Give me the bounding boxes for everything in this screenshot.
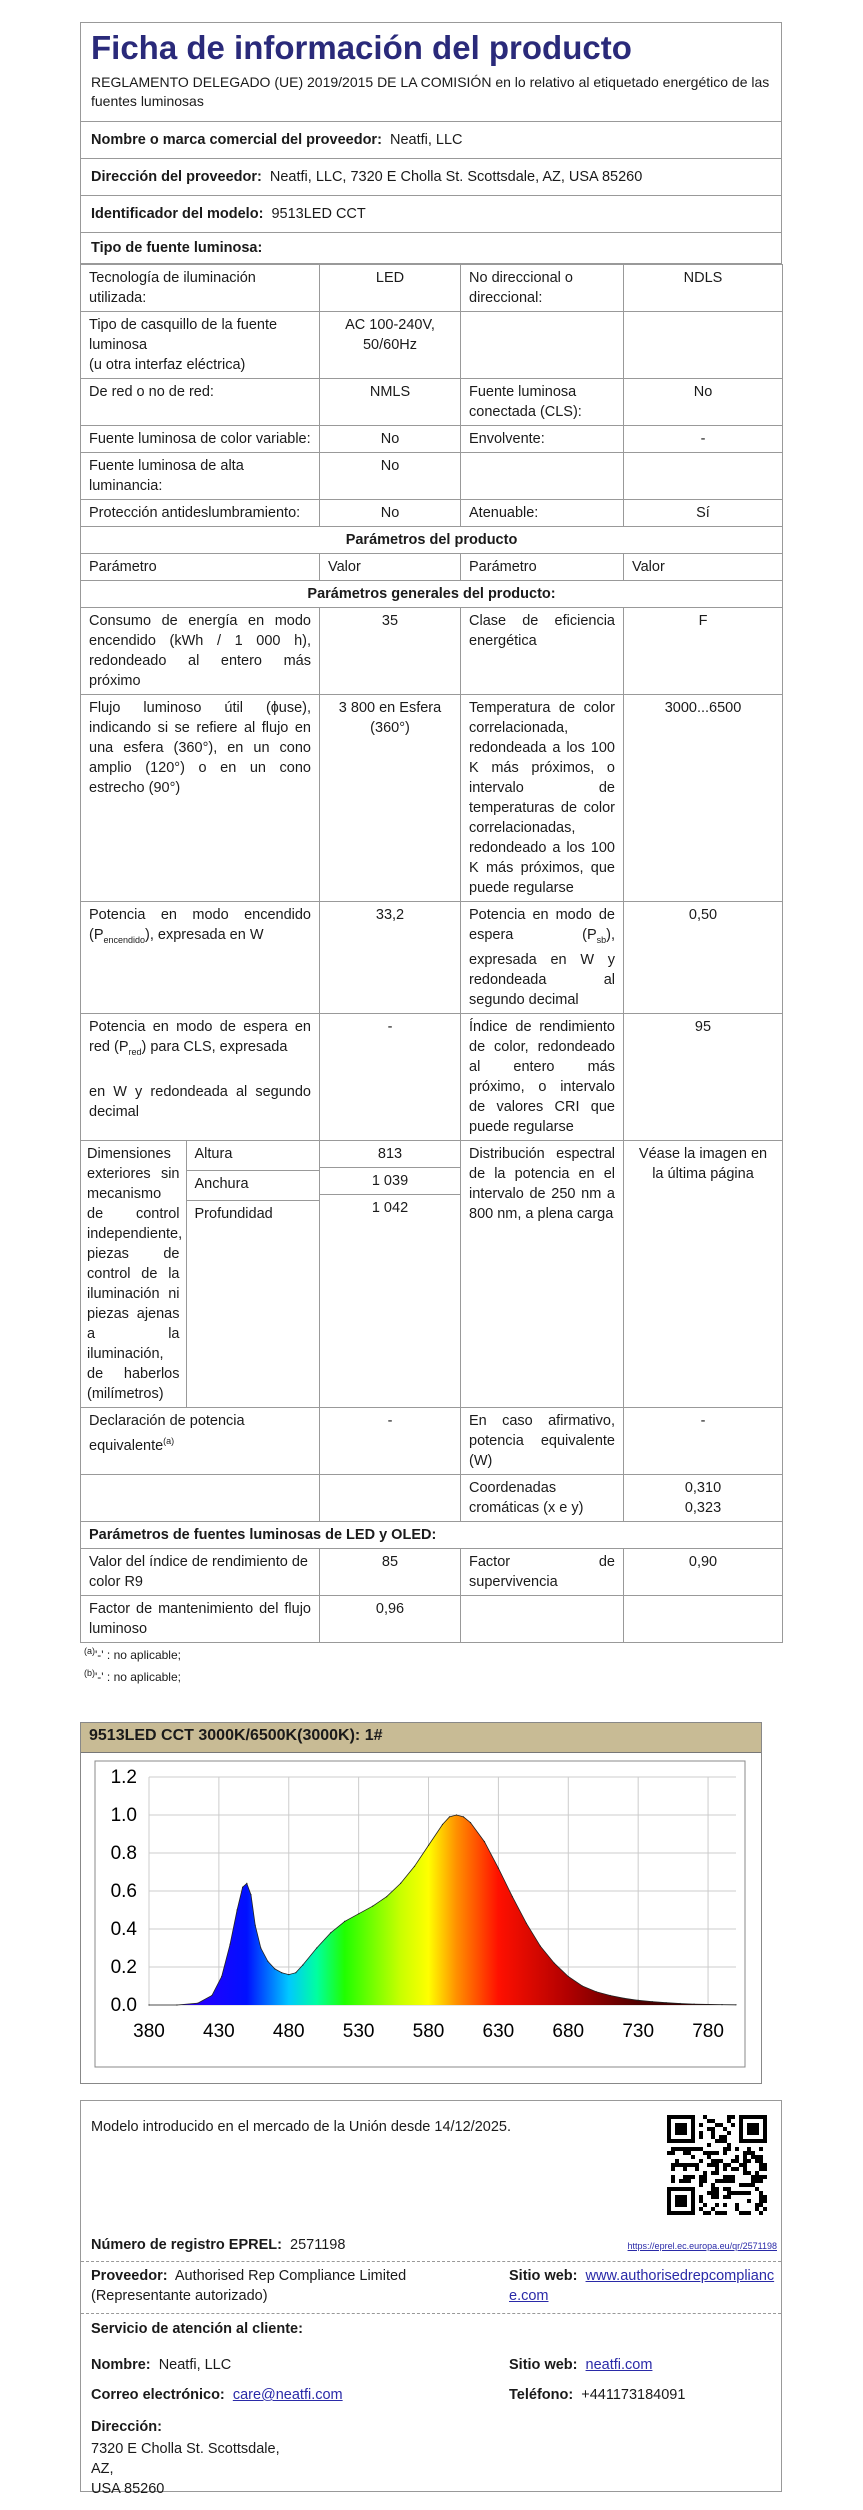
envelope-value: - [624, 426, 783, 453]
eprel-supplier-label: Proveedor: [91, 2268, 168, 2284]
product-info-sheet [80, 22, 782, 1687]
eprel-box [80, 2100, 782, 2497]
spectrum-point [281, 1972, 282, 1973]
standby-text-a: Potencia en modo de espera (P [469, 907, 615, 943]
footnote-b-text: '-' : no aplicable; [95, 1669, 181, 1684]
survival-value: 0,90 [624, 1548, 783, 1595]
col-param-1: Parámetro [81, 554, 320, 581]
spectrum-chart [80, 1722, 762, 2084]
net-standby-value: - [320, 1013, 461, 1140]
footnote-b-mark: (b) [84, 1667, 95, 1678]
table-row [81, 581, 783, 608]
service-web-row [509, 2357, 652, 2373]
spectrum-point [236, 1909, 237, 1910]
chroma-label: Coordenadas cromáticas (x e y) [461, 1474, 624, 1521]
eprel-web-label: Sitio web: [509, 2268, 578, 2284]
eprel-web-row [509, 2266, 775, 2306]
table-row [81, 500, 783, 527]
x-tick-label: 430 [203, 2021, 235, 2042]
spectrum-point [344, 1921, 345, 1922]
spectrum-point [638, 2000, 639, 2001]
spectrum-point [176, 2004, 177, 2005]
spectrum-point [246, 1883, 247, 1884]
y-tick-label: 1.0 [110, 1805, 137, 1826]
eprel-supplier-row [91, 2266, 496, 2306]
high-lum-label: Fuente luminosa de alta luminancia: [81, 453, 320, 500]
connected-label: Fuente luminosa conectada (CLS): [461, 379, 624, 426]
y-tick-label: 0.2 [110, 1957, 137, 1978]
dims-subtable [81, 1141, 319, 1407]
address-label: Dirección del proveedor: [91, 169, 262, 185]
addr-line-1: 7320 E Cholla St. Scottsdale, [91, 2441, 280, 2457]
x-tick-label: 730 [622, 2021, 655, 2042]
regulation-text: REGLAMENTO DELEGADO (UE) 2019/2015 DE LA COMISIÓN en lo relativo al etiquetado energético de las fuentes luminosas [91, 74, 770, 109]
email-label: Correo electrónico: [91, 2387, 225, 2403]
spectrum-point [554, 1963, 555, 1964]
spectrum-point [735, 2004, 736, 2005]
cri-value: 95 [624, 1013, 783, 1140]
class-label: Clase de eficiencia energética [461, 608, 624, 695]
spectrum-point [267, 1961, 268, 1962]
chart-title: 9513LED CCT 3000K/6500K(3000K): 1# [81, 1723, 761, 1753]
x-tick-label: 780 [692, 2021, 724, 2042]
colour-label: Fuente luminosa de color variable: [81, 426, 320, 453]
equiv-sup: (a) [163, 1435, 175, 1446]
addr-line-2: AZ, [91, 2461, 114, 2477]
spectrum-point [540, 1946, 541, 1947]
dimmable-label: Atenuable: [461, 500, 624, 527]
table-row [81, 695, 783, 902]
width-value: 1 039 [320, 1168, 460, 1195]
col-param-2: Parámetro [461, 554, 624, 581]
col-value-2: Valor [624, 554, 783, 581]
model-label: Identificador del modelo: [91, 206, 264, 222]
flux-label: Flujo luminoso útil (ɸuse), indicando si se refiere al flujo en una esfera (360°), en un cono amplio (120°) o en un cono estrecho (90°) [81, 695, 320, 902]
glare-label: Protección antideslumbramiento: [81, 500, 320, 527]
high-lum-value: No [320, 453, 461, 500]
table-row [81, 902, 783, 1014]
x-tick-label: 630 [482, 2021, 515, 2042]
email-link[interactable]: care@neatfi.com [232, 2387, 343, 2403]
spectrum-point [288, 1974, 289, 1975]
name-value: Neatfi, LLC [158, 2357, 232, 2373]
led-params-title: Parámetros de fuentes luminosas de LED y OLED: [81, 1521, 783, 1548]
spectrum-point [449, 1816, 450, 1817]
spd-label: Distribución espectral de la potencia en el intervalo de 250 nm a 800 nm, a plena carga [461, 1140, 624, 1407]
table-row [81, 1521, 783, 1548]
supplier-row [81, 121, 781, 158]
colour-value: No [320, 426, 461, 453]
market-text: Modelo introducido en el mercado de la Unión desde 14/12/2025. [91, 2119, 511, 2135]
y-tick-label: 1.2 [110, 1767, 137, 1788]
spectrum-point [255, 1925, 256, 1926]
table-row [81, 379, 783, 426]
energy-value: 35 [320, 608, 461, 695]
spectrum-point [484, 1841, 485, 1842]
equiv-value: - [320, 1407, 461, 1474]
empty-cell [624, 1595, 783, 1642]
eprel-web-link[interactable]: www.authorisedrepcompliance.com [509, 2268, 775, 2304]
address-value: Neatfi, LLC, 7320 E Cholla St. Scottsdale, AZ, USA 85260 [269, 169, 643, 185]
energy-label: Consumo de energía en modo encendido (kWh / 1 000 h), redondeado al entero más próximo [81, 608, 320, 695]
chroma-y: 0,323 [684, 1499, 722, 1516]
envelope-label: Envolvente: [461, 426, 624, 453]
service-email-row [91, 2387, 343, 2403]
spectrum-point [428, 1845, 429, 1846]
mains-label: De red o no de red: [81, 379, 320, 426]
header-box [80, 22, 782, 264]
dimmable-value: Sí [624, 500, 783, 527]
class-value: F [624, 608, 783, 695]
table-row [81, 1140, 783, 1407]
x-tick-label: 580 [412, 2021, 445, 2042]
cri-label: Índice de rendimiento de color, redondeado al entero más próximo, o intervalo de valores CRI que puede regularse [461, 1013, 624, 1140]
empty-cell [461, 453, 624, 500]
supplier-value: Neatfi, LLC [389, 132, 463, 148]
on-power-value: 33,2 [320, 902, 461, 1014]
depth-label: Profundidad [194, 1205, 273, 1222]
maint-value: 0,96 [320, 1595, 461, 1642]
table-row [81, 265, 783, 312]
eprel-reg-row [91, 2237, 345, 2253]
empty-cell [624, 312, 783, 379]
spectrum-point [582, 1985, 583, 1986]
cct-label: Temperatura de color correlacionada, redondeada a los 100 K más próximos, o intervalo de temperaturas de color correlacionadas, redondeado a los 100 K más próximos, que puede regularse [461, 695, 624, 902]
on-power-text-a: Potencia en modo encendido (P [89, 907, 311, 943]
height-label: Altura [186, 1141, 319, 1170]
spectrum-point [721, 2004, 722, 2005]
params-section-title: Parámetros del producto [81, 527, 783, 554]
addr-block [91, 2439, 280, 2499]
table-row [81, 1407, 783, 1474]
dims-values-cell [320, 1140, 461, 1407]
spectrum-point [624, 1998, 625, 1999]
y-tick-label: 0.0 [110, 1995, 137, 2016]
equiv-label-text: Declaración de potencia equivalente [89, 1412, 245, 1454]
addr-label: Dirección: [91, 2419, 162, 2435]
table-row [81, 1595, 783, 1642]
cap-cell [81, 312, 320, 379]
directional-label: No direccional o direccional: [461, 265, 624, 312]
equiv-w-label: En caso afirmativo, potencia equivalente (W) [461, 1407, 624, 1474]
source-type-label: Tipo de fuente luminosa: [91, 240, 263, 256]
dims-label: Dimensiones exteriores sin mecanismo de control independiente, piezas de control de la iluminación ni piezas ajenas a la iluminación, de haberlos (milímetros) [81, 1141, 186, 1407]
tech-label: Tecnología de iluminación utilizada: [81, 265, 320, 312]
spectrum-point [295, 1972, 296, 1973]
spectrum-point [229, 1944, 230, 1945]
spectrum-plot [81, 1753, 761, 2083]
spectrum-point [596, 1991, 597, 1992]
spectrum-point [414, 1866, 415, 1867]
service-title: Servicio de atención al cliente: [91, 2321, 303, 2337]
spectrum-point [442, 1824, 443, 1825]
table-row [81, 1474, 783, 1521]
equiv-label [81, 1407, 320, 1474]
footnote-a-text: '-' : no aplicable; [95, 1647, 181, 1662]
table-row [81, 426, 783, 453]
col-value-1: Valor [320, 554, 461, 581]
width-label: Anchura [186, 1170, 319, 1200]
reg-value: 2571198 [290, 2237, 346, 2253]
chroma-value [624, 1474, 783, 1521]
empty-cell [81, 1474, 320, 1521]
height-value: 813 [320, 1141, 460, 1168]
source-type-row [81, 232, 781, 263]
x-tick-label: 480 [272, 2021, 305, 2042]
spectrum-point [400, 1883, 401, 1884]
table-row [81, 312, 783, 379]
general-params-title: Parámetros generales del producto: [81, 581, 783, 608]
name-label: Nombre: [91, 2357, 151, 2373]
equiv-w-value: - [624, 1407, 783, 1474]
service-phone-row [509, 2387, 685, 2403]
spectrum-point [372, 1906, 373, 1907]
spectrum-point [302, 1965, 303, 1966]
service-name-row [91, 2357, 231, 2373]
source-type-table [80, 264, 783, 1643]
y-tick-label: 0.8 [110, 1843, 137, 1864]
standby-value: 0,50 [624, 902, 783, 1014]
table-row [81, 554, 783, 581]
spectrum-point [666, 2002, 667, 2003]
spd-value: Véase la imagen en la última página [624, 1140, 783, 1407]
model-value: 9513LED CCT [271, 206, 366, 222]
r9-label: Valor del índice de rendimiento de color R9 [81, 1548, 320, 1595]
on-power-text-b: ), expresada en W [145, 927, 264, 943]
spectrum-point [652, 2001, 653, 2002]
glare-value: No [320, 500, 461, 527]
empty-cell [624, 453, 783, 500]
spectrum-point [211, 1995, 212, 1996]
table-row [81, 608, 783, 695]
empty-cell [320, 1474, 461, 1521]
survival-label: Factor de supervivencia [461, 1548, 624, 1595]
maint-label: Factor de mantenimiento del flujo luminoso [81, 1595, 320, 1642]
connected-value: No [624, 379, 783, 426]
qr-code-icon[interactable] [667, 2115, 767, 2215]
eprel-url-link[interactable]: https://eprel.ec.europa.eu/qr/2571198 [627, 2241, 777, 2251]
mains-value: NMLS [320, 379, 461, 426]
eprel-supplier-value: Authorised Rep Compliance Limited (Representante autorizado) [91, 2268, 407, 2304]
spectrum-point [242, 1887, 243, 1888]
footnote-b [80, 1665, 782, 1687]
spectrum-point [316, 1947, 317, 1948]
spectrum-point [463, 1816, 464, 1817]
table-row [81, 453, 783, 500]
on-power-sub: encendido [103, 934, 146, 945]
spectrum-point [470, 1822, 471, 1823]
cap-value: AC 100-240V, 50/60Hz [320, 312, 461, 379]
model-row [81, 195, 781, 232]
phone-label: Teléfono: [509, 2387, 574, 2403]
table-row [81, 527, 783, 554]
spectrum-point [274, 1968, 275, 1969]
spectrum-point [456, 1814, 457, 1815]
addr-line-3: USA 85260 [91, 2481, 165, 2497]
net-standby-text-c: en W y redondeada al segundo decimal [89, 1083, 311, 1120]
spectrum-point [330, 1932, 331, 1933]
spectrum-point [386, 1896, 387, 1897]
x-tick-label: 530 [342, 2021, 375, 2042]
empty-cell [461, 312, 624, 379]
supplier-label: Nombre o marca comercial del proveedor: [91, 132, 382, 148]
table-row [81, 1013, 783, 1140]
spectrum-point [498, 1868, 499, 1869]
spectrum-point [250, 1894, 251, 1895]
net-standby-sub: red [128, 1046, 142, 1057]
spectrum-point [568, 1976, 569, 1977]
net-standby-text-a: Potencia en modo de espera en red (P [89, 1018, 311, 1055]
spectrum-point [610, 1995, 611, 1996]
spectrum-point [197, 2003, 198, 2004]
standby-sub: sb [596, 934, 607, 945]
web2-link[interactable]: neatfi.com [585, 2357, 653, 2373]
r9-value: 85 [320, 1548, 461, 1595]
table-row [81, 1548, 783, 1595]
on-power-label [81, 902, 320, 1014]
spectrum-point [707, 2004, 708, 2005]
cap-label: Tipo de casquillo de la fuente luminosa [89, 317, 278, 353]
standby-text-b: ), expresada en W y redondeada al segundo decimal [469, 927, 615, 1008]
reg-label: Número de registro EPREL: [91, 2237, 282, 2253]
net-standby-label [81, 1013, 320, 1140]
standby-label [461, 902, 624, 1014]
flux-value: 3 800 en Esfera (360°) [320, 695, 461, 902]
spectrum-point [693, 2003, 694, 2004]
spectrum-point [221, 1976, 222, 1977]
page-title: Ficha de información del producto [91, 29, 632, 66]
tech-value: LED [320, 265, 461, 312]
phone-value: +441173184091 [581, 2387, 686, 2403]
x-tick-label: 380 [133, 2021, 165, 2042]
footnote-a-mark: (a) [84, 1645, 95, 1656]
footnote-a [80, 1643, 782, 1665]
spectrum-point [679, 2003, 680, 2004]
y-tick-label: 0.6 [110, 1881, 137, 1902]
cap-note: (u otra interfaz eléctrica) [89, 357, 246, 373]
spectrum-point [260, 1947, 261, 1948]
chroma-x: 0,310 [684, 1479, 722, 1496]
spectrum-point [358, 1913, 359, 1914]
dims-cell [81, 1140, 320, 1407]
x-tick-label: 680 [552, 2021, 585, 2042]
spectrum-point [148, 2004, 149, 2005]
empty-cell [461, 1595, 624, 1642]
directional-value: NDLS [624, 265, 783, 312]
cct-value: 3000...6500 [624, 695, 783, 902]
y-tick-label: 0.4 [110, 1919, 137, 1940]
spectrum-point [526, 1923, 527, 1924]
address-row [81, 158, 781, 195]
web2-label: Sitio web: [509, 2357, 578, 2373]
net-standby-text-b: ) para CLS, expresada [141, 1038, 288, 1055]
depth-value: 1 042 [371, 1199, 409, 1216]
spectrum-point [512, 1896, 513, 1897]
